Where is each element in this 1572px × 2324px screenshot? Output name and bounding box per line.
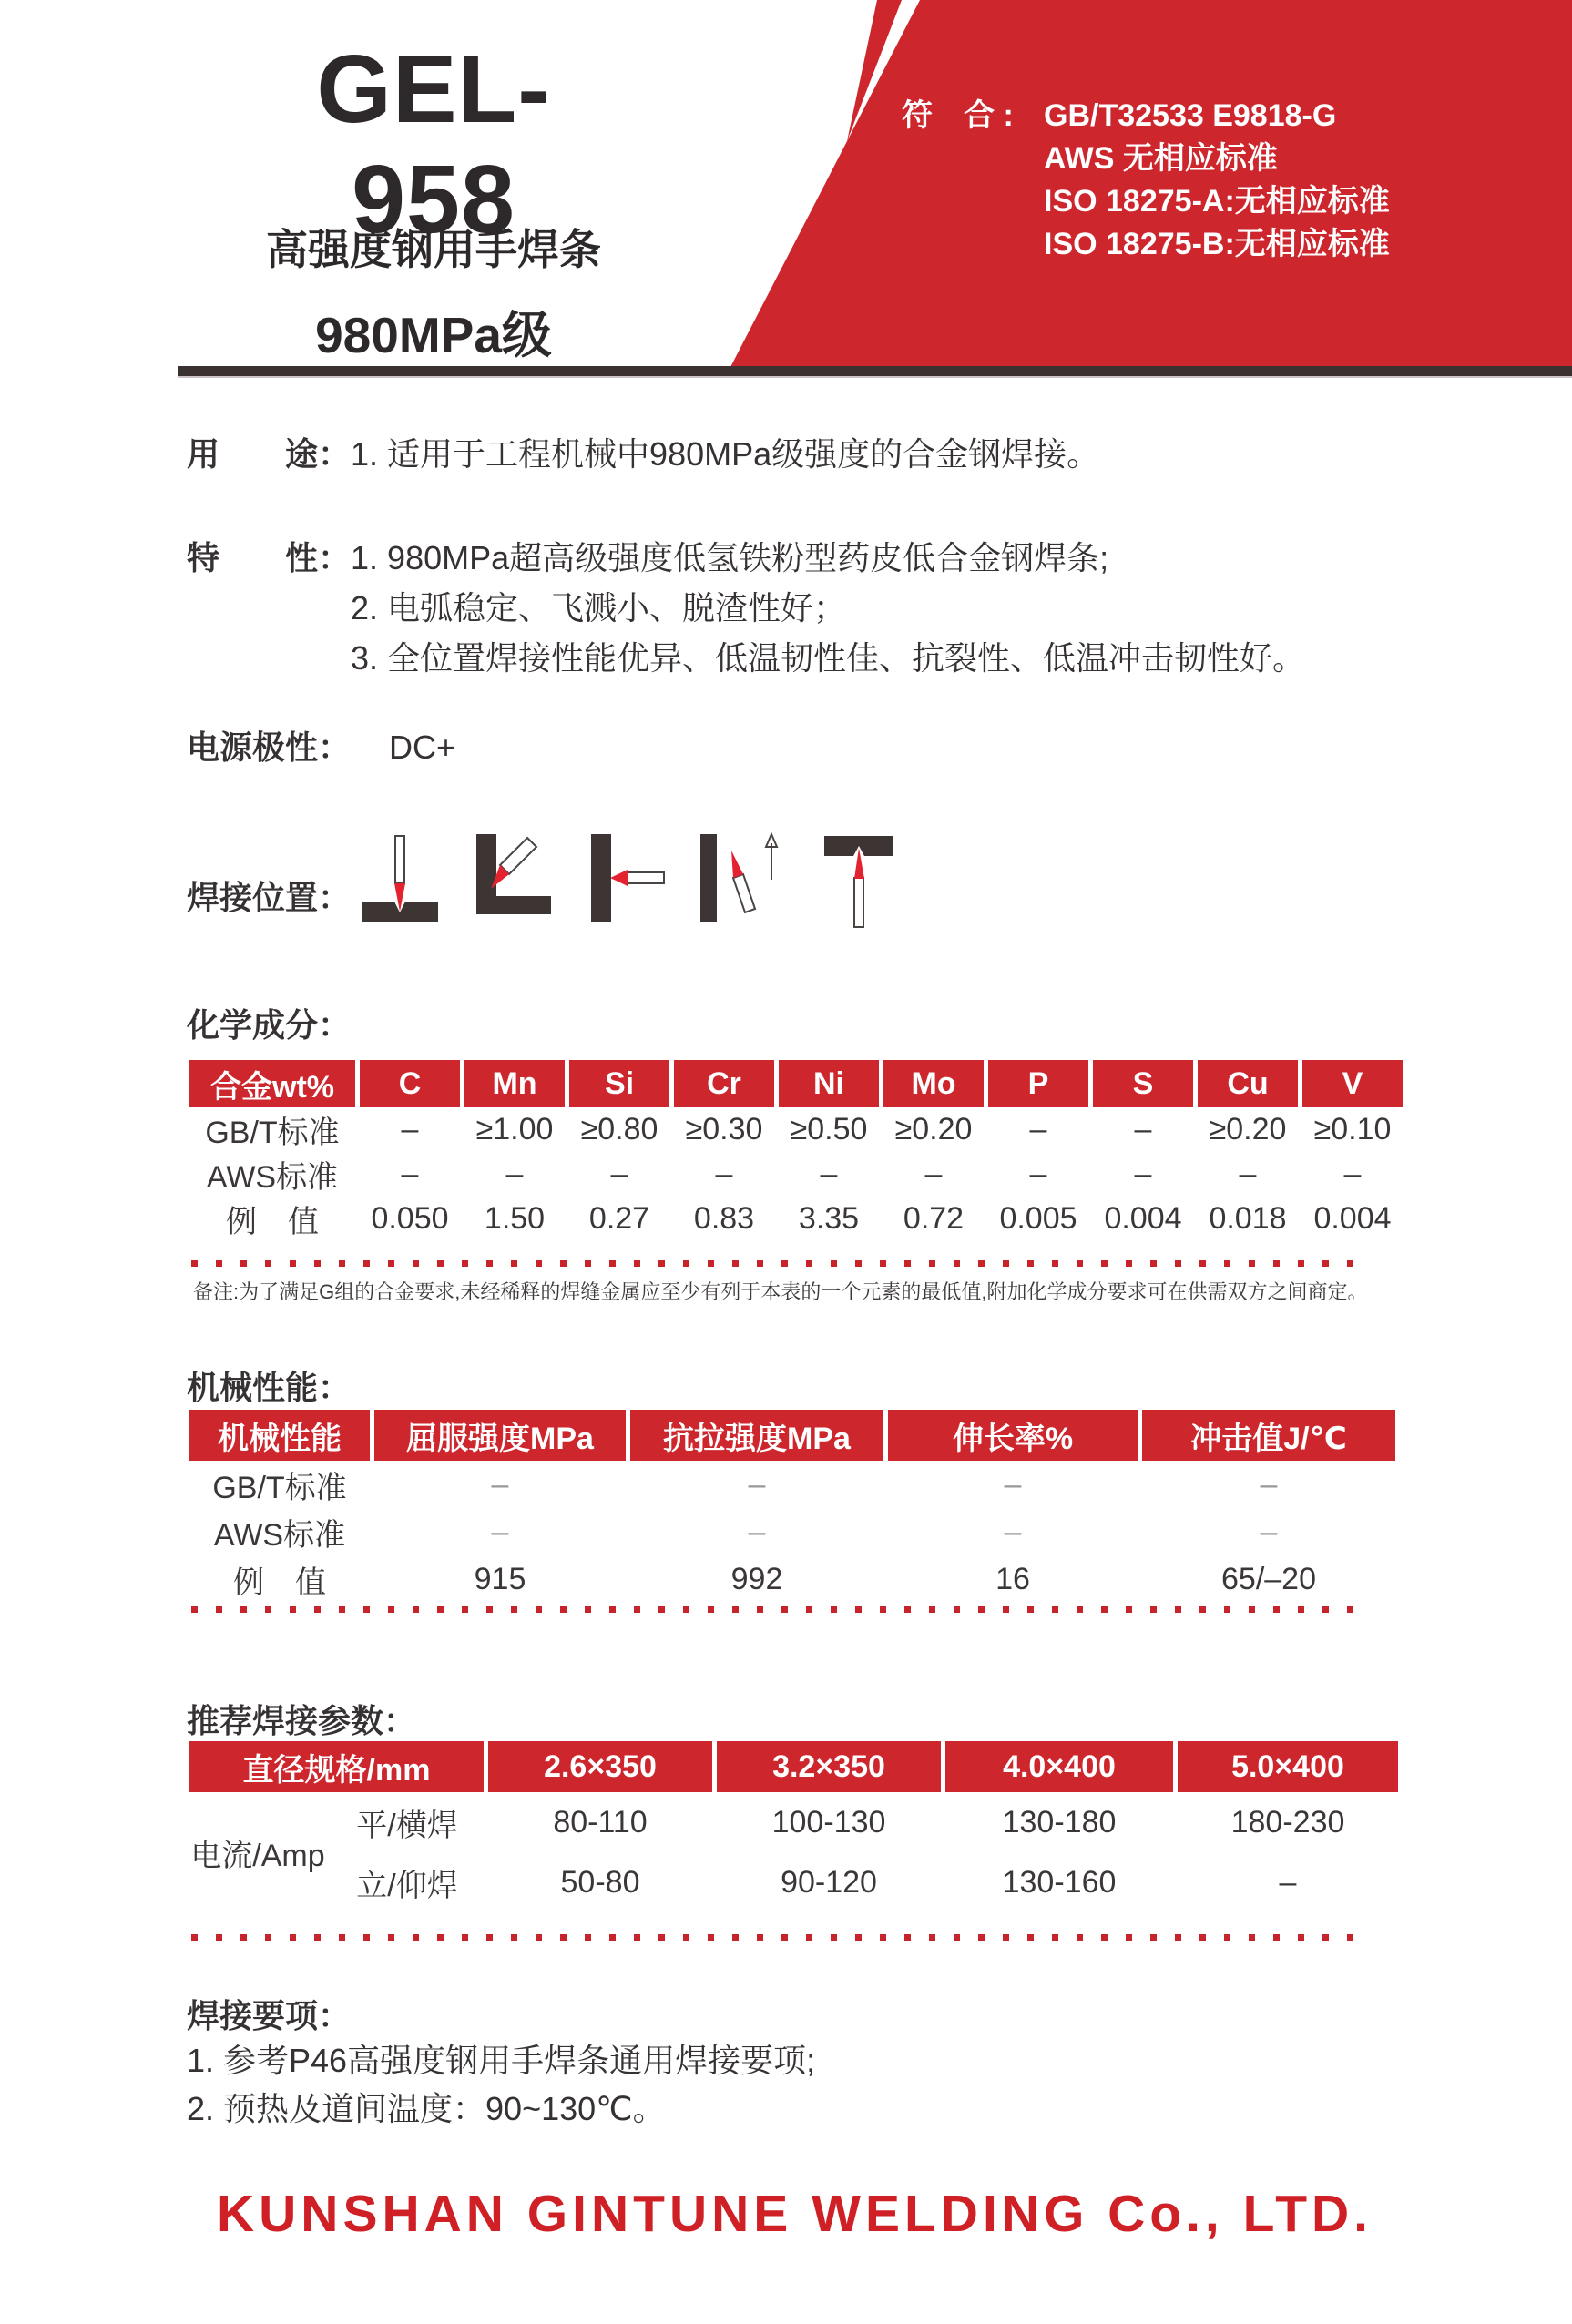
cell: 180-230 [1230,1804,1345,1840]
cell: – [1134,1112,1152,1147]
column-header: Mo [883,1060,984,1107]
cell: – [505,1157,524,1191]
product-grade: 980MPa级 [315,307,552,363]
welding-params-table [185,1741,1403,1912]
column-header: V [1302,1060,1403,1107]
cell: 0.83 [693,1201,755,1236]
column-header: Mn [464,1060,565,1107]
flat-position-icon [358,831,442,933]
header-divider-bar [178,366,1572,378]
compliance-line: ISO 18275-A:无相应标准 [1044,184,1390,219]
table-row [189,1197,1403,1241]
row-label: 立/仰焊 [356,1868,458,1903]
table-row [189,1461,1395,1508]
usage-text: 1. 适用于工程机械中980MPa级强度的合金钢焊接。 [351,435,1100,473]
table-row [189,1792,1398,1852]
compliance-line: ISO 18275-B:无相应标准 [1044,227,1390,261]
column-header: 2.6×350 [488,1741,712,1792]
compliance-line: AWS 无相应标准 [1044,141,1278,176]
column-header: 4.0×400 [945,1741,1173,1792]
dotted-separator [191,1260,1359,1267]
row-label: 平/横焊 [356,1808,458,1843]
cell: – [924,1157,943,1191]
cell: – [1029,1112,1047,1147]
usage-section [187,431,1099,478]
cell: – [748,1514,766,1549]
table-row [189,1852,1398,1912]
cell: ≥0.30 [685,1112,763,1147]
cell: ≥1.00 [475,1112,554,1147]
column-header: 直径规格/mm [189,1741,484,1792]
feature-item: 2. 电弧稳定、飞溅小、脱渣性好； [351,589,847,627]
cell: 100-130 [771,1804,886,1840]
chemical-header-row [189,1060,1403,1107]
cell: ≥0.50 [790,1112,868,1147]
cell: – [1260,1466,1278,1502]
mechanical-section-title: 机械性能： [187,1369,352,1406]
product-subtitle: 高强度钢用手焊条 [266,226,601,273]
row-label: 例 值 [226,1205,319,1239]
cell: – [1260,1514,1278,1549]
column-header: 3.2×350 [717,1741,941,1792]
polarity-section [187,724,455,771]
cell: – [491,1514,509,1549]
polarity-label: 电源极性： [187,729,352,766]
vertical-position-icon [697,831,788,933]
horizontal-position-icon [584,831,668,933]
cell: 0.27 [588,1201,650,1236]
cell: – [1134,1157,1152,1191]
note-item: 2. 预热及道间温度：90~130℃。 [187,2090,666,2127]
cell: 3.35 [798,1201,860,1236]
column-header: 屈服强度MPa [374,1410,626,1461]
mechanical-header-row [189,1410,1395,1461]
cell: – [610,1157,628,1191]
table-row [189,1555,1395,1603]
cell: – [1343,1157,1362,1191]
row-label: AWS标准 [213,1517,346,1553]
column-header: Si [569,1060,669,1107]
chemical-section-title: 化学成分： [187,1006,352,1044]
overhead-position-icon [817,831,901,933]
cell: 0.004 [1313,1201,1392,1236]
note-item: 1. 参考P46高强度钢用手焊条通用焊接要项; [187,2042,816,2079]
compliance-line [902,95,1390,138]
cell: 90-120 [781,1864,877,1900]
compliance-value: GB/T32533 E9818-G [1044,98,1337,133]
cell: 0.050 [371,1201,449,1236]
column-header: Cr [674,1060,774,1107]
column-header: 伸长率% [888,1410,1138,1461]
cell: – [1279,1864,1297,1900]
product-code-title: GEL-958 [316,36,551,253]
row-label: GB/T标准 [212,1470,347,1505]
cell: 992 [730,1561,783,1596]
cell: ≥0.10 [1313,1112,1392,1147]
params-header-row [189,1741,1398,1792]
polarity-value: DC+ [389,729,456,766]
cell: – [401,1112,419,1147]
features-section [187,533,1305,683]
cell: 0.72 [903,1201,965,1236]
compliance-label: 符 合 : [902,98,1014,133]
column-header: Ni [779,1060,879,1107]
cell: 0.004 [1104,1201,1182,1236]
dotted-separator [191,1606,1359,1613]
dotted-separator [191,1934,1359,1941]
cell: 0.005 [999,1201,1077,1236]
params-section-title: 推荐焊接参数： [187,1702,417,1739]
cell: – [715,1157,733,1191]
cell: 130-180 [1002,1804,1117,1840]
welding-position-icons [358,831,901,933]
cell: – [1004,1514,1022,1549]
cell: – [1004,1466,1022,1502]
column-header: 冲击值J/℃ [1142,1410,1395,1461]
column-header: C [360,1060,460,1107]
column-header: 5.0×400 [1178,1741,1398,1792]
cell: 130-160 [1002,1864,1117,1900]
column-header: 合金wt% [189,1060,355,1107]
notes-list [187,2036,815,2133]
cell: – [1239,1157,1257,1191]
cell: 80-110 [553,1804,648,1840]
cell: 0.018 [1209,1201,1287,1236]
table-row [189,1508,1395,1555]
cell: – [820,1157,838,1191]
notes-section-title: 焊接要项： [187,1997,352,2034]
cell: 16 [995,1561,1030,1596]
table-row [189,1152,1403,1197]
cell: – [748,1466,766,1502]
usage-label: 用 途： [187,435,352,473]
cell: ≥0.20 [1209,1112,1287,1147]
features-label: 特 性： [187,539,352,576]
cell: 50-80 [560,1864,640,1900]
row-label: 例 值 [233,1565,326,1600]
chemical-table [185,1060,1407,1241]
column-header: P [988,1060,1088,1107]
cell: – [491,1466,509,1502]
company-name: KUNSHAN GINTUNE WELDING Co., LTD. [216,2185,1373,2243]
chemical-note: 备注:为了满足G组的合金要求,未经稀释的焊缝金属应至少有列于本表的一个元素的最低值,附加化学成分要求可在供需双方之间商定。 [193,1280,1368,1303]
column-header: S [1093,1060,1193,1107]
cell: 65/–20 [1221,1561,1316,1596]
cell: 1.50 [484,1201,546,1236]
feature-item: 3. 全位置焊接性能优异、低温韧性佳、抗裂性、低温冲击韧性好。 [351,639,1306,677]
cell: – [1029,1157,1047,1191]
compliance-text [902,95,1390,266]
positions-section [187,874,351,922]
row-group-label: 电流/Amp [190,1838,325,1873]
positions-label: 焊接位置： [187,879,352,916]
cell: ≥0.20 [894,1112,973,1147]
table-row [189,1107,1403,1152]
column-header: 抗拉强度MPa [630,1410,883,1461]
cell: 915 [474,1561,526,1596]
row-label: AWS标准 [206,1160,339,1195]
column-header: 机械性能 [189,1410,370,1461]
fillet-position-icon [471,831,555,933]
cell: ≥0.80 [580,1112,658,1147]
column-header: Cu [1198,1060,1298,1107]
row-label: GB/T标准 [205,1116,340,1150]
feature-item: 1. 980MPa超高级强度低氢铁粉型药皮低合金钢焊条; [351,539,1109,576]
mechanical-table [185,1410,1400,1603]
cell: – [401,1157,419,1191]
